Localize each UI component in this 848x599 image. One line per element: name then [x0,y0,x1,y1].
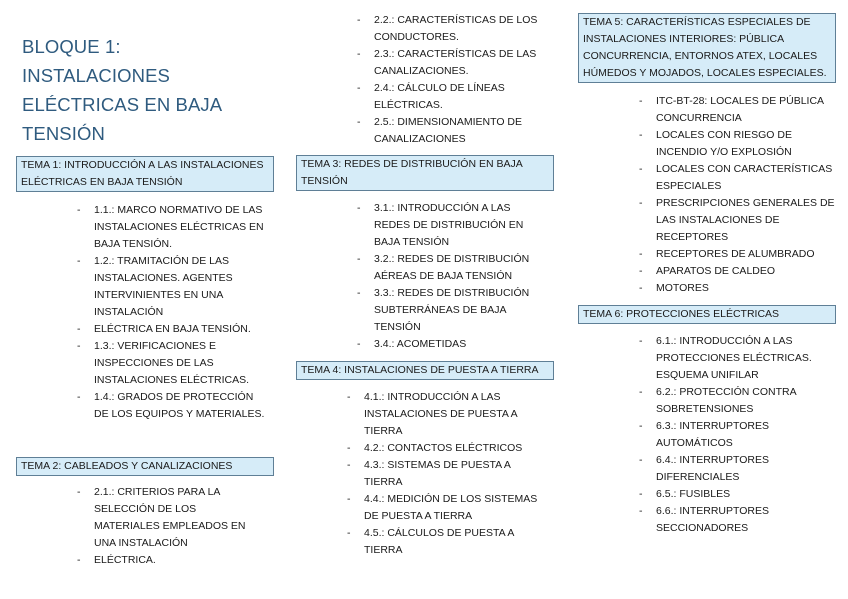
page-title: BLOQUE 1: INSTALACIONES ELÉCTRICAS EN BAJA TENSIÓN [22,36,222,144]
list-item: - ELÉCTRICA. [94,552,259,569]
column-1 [16,0,274,569]
list-item: - 3.1.: INTRODUCCIÓN A LAS REDES DE DISTRIBUCIÓN EN BAJA TENSIÓN [374,200,546,251]
list-item: - 4.2.: CONTACTOS ELÉCTRICOS [364,440,544,457]
list-item: - 6.1.: INTRODUCCIÓN A LAS PROTECCIONES ELÉCTRICAS. ESQUEMA UNIFILAR [656,333,826,384]
tema-2-heading: TEMA 2: CABLEADOS Y CANALIZACIONES [16,457,274,476]
list-item: - 3.2.: REDES DE DISTRIBUCIÓN AÉREAS DE BAJA TENSIÓN [374,251,546,285]
tema-4-heading: TEMA 4: INSTALACIONES DE PUESTA A TIERRA [296,361,554,380]
list-item: - 6.4.: INTERRUPTORES DIFERENCIALES [656,452,826,486]
list-item: - 6.6.: INTERRUPTORES SECCIONADORES [656,503,826,537]
list-item: - 1.3.: VERIFICACIONES E INSPECCIONES DE LAS INSTALACIONES ELÉCTRICAS. [94,338,266,389]
tema-2-continued-list [374,12,552,148]
list-item: - 4.3.: SISTEMAS DE PUESTA A TIERRA [364,457,544,491]
tema-5-list [656,93,836,297]
list-item: - LOCALES CON RIESGO DE INCENDIO Y/O EXPLOSIÓN [656,127,836,161]
tema-5-heading: TEMA 5: CARACTERÍSTICAS ESPECIALES DE INSTALACIONES INTERIORES: PÚBLICA CONCURRENCIA, ENTORNOS ATEX, LOCALES HÚMEDOS Y MOJADOS, LOCALES ESPECIALES. [578,13,836,83]
list-item: - 1.2.: TRAMITACIÓN DE LAS INSTALACIONES. AGENTES INTERVINIENTES EN UNA INSTALACIÓN [94,253,266,321]
column-2 [296,0,558,559]
list-item: - 2.3.: CARACTERÍSTICAS DE LAS CANALIZACIONES. [374,46,552,80]
list-item: - ELÉCTRICA EN BAJA TENSIÓN. [94,321,266,338]
list-item: - 4.5.: CÁLCULOS DE PUESTA A TIERRA [364,525,544,559]
tema-3-list [374,200,546,353]
list-item: - 2.5.: DIMENSIONAMIENTO DE CANALIZACIONES [374,114,552,148]
tema-6-heading: TEMA 6: PROTECCIONES ELÉCTRICAS [578,305,836,324]
list-item: - 4.1.: INTRODUCCIÓN A LAS INSTALACIONES DE PUESTA A TIERRA [364,389,544,440]
list-item: - 3.3.: REDES DE DISTRIBUCIÓN SUBTERRÁNEAS DE BAJA TENSIÓN [374,285,546,336]
list-item: - ITC-BT-28: LOCALES DE PÚBLICA CONCURRENCIA [656,93,836,127]
list-item: - RECEPTORES DE ALUMBRADO [656,246,836,263]
list-item: - 6.5.: FUSIBLES [656,486,826,503]
tema-4-list [364,389,544,559]
list-item: - PRESCRIPCIONES GENERALES DE LAS INSTALACIONES DE RECEPTORES [656,195,836,246]
list-item: - 1.4.: GRADOS DE PROTECCIÓN DE LOS EQUIPOS Y MATERIALES. [94,389,266,423]
tema-6-list [656,333,826,537]
list-item: - LOCALES CON CARACTERÍSTICAS ESPECIALES [656,161,836,195]
list-item: - MOTORES [656,280,836,297]
list-item: - 6.2.: PROTECCIÓN CONTRA SOBRETENSIONES [656,384,826,418]
tema-1-heading: TEMA 1: INTRODUCCIÓN A LAS INSTALACIONES ELÉCTRICAS EN BAJA TENSIÓN [16,156,274,192]
list-item: - 6.3.: INTERRUPTORES AUTOMÁTICOS [656,418,826,452]
list-item: - 2.2.: CARACTERÍSTICAS DE LOS CONDUCTORES. [374,12,552,46]
list-item: - 4.4.: MEDICIÓN DE LOS SISTEMAS DE PUESTA A TIERRA [364,491,544,525]
tema-1-list [94,202,266,423]
column-3 [578,0,836,537]
list-item: - 1.1.: MARCO NORMATIVO DE LAS INSTALACIONES ELÉCTRICAS EN BAJA TENSIÓN. [94,202,266,253]
list-item: - 2.1.: CRITERIOS PARA LA SELECCIÓN DE LOS MATERIALES EMPLEADOS EN UNA INSTALACIÓN [94,484,259,552]
tema-2-list [94,484,259,569]
list-item: - 2.4.: CÁLCULO DE LÍNEAS ELÉCTRICAS. [374,80,552,114]
list-item: - APARATOS DE CALDEO [656,263,836,280]
list-item: - 3.4.: ACOMETIDAS [374,336,546,353]
tema-3-heading: TEMA 3: REDES DE DISTRIBUCIÓN EN BAJA TENSIÓN [296,155,554,191]
